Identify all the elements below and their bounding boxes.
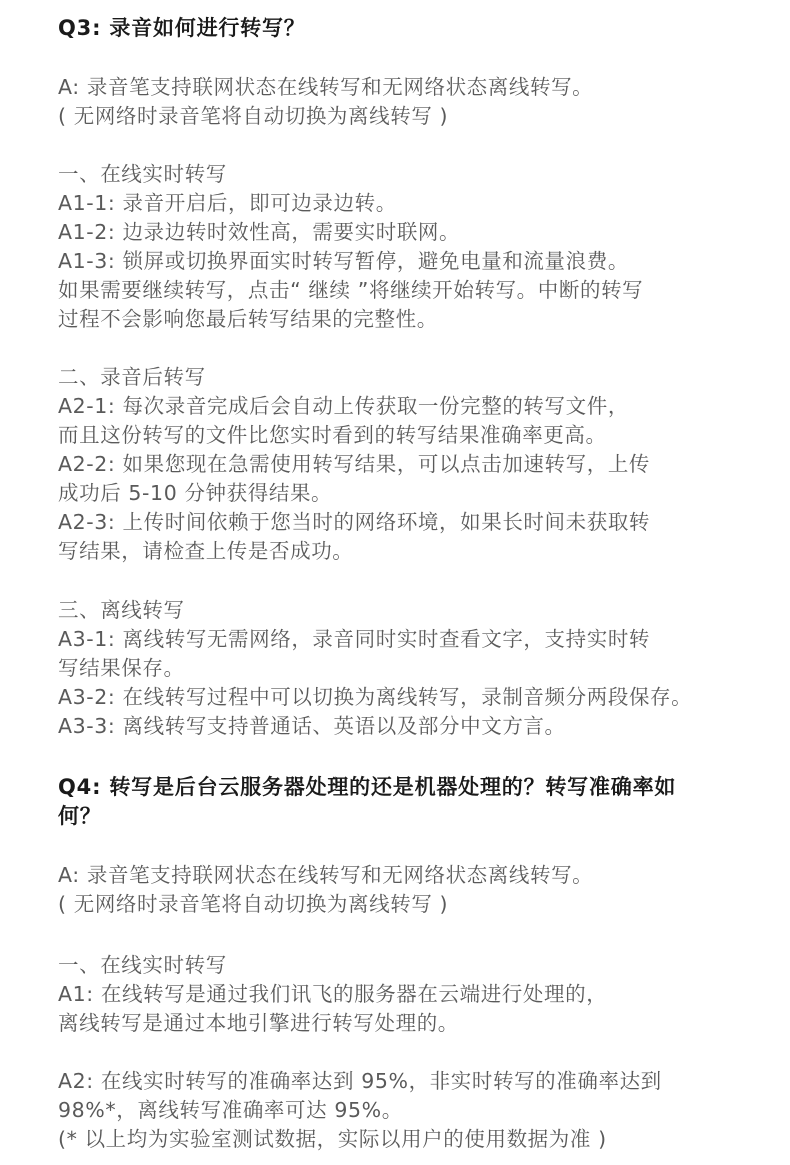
q4-accuracy-line: 98%*，离线转写准确率可达 95%。 bbox=[58, 1098, 403, 1122]
q3-after-line: A2-2: 如果您现在急需使用转写结果，可以点击加速转写，上传 bbox=[58, 452, 651, 476]
q3-intro-line: ( 无网络时录音笔将自动切换为离线转写 ) bbox=[58, 104, 449, 128]
q3-offline-line: A3-1: 离线转写无需网络，录音同时实时查看文字，支持实时转 bbox=[58, 627, 651, 651]
q3-after-heading: 二、录音后转写 bbox=[58, 365, 206, 389]
q3-after-line: A2-1: 每次录音完成后会自动上传获取一份完整的转写文件， bbox=[58, 394, 629, 418]
q3-offline-line: A3-3: 离线转写支持普通话、英语以及部分中文方言。 bbox=[58, 714, 566, 738]
q3-online-heading: 一、在线实时转写 bbox=[58, 162, 227, 186]
q4-intro-line: A: 录音笔支持联网状态在线转写和无网络状态离线转写。 bbox=[58, 863, 594, 887]
q3-offline-line: 写结果保存。 bbox=[58, 656, 185, 680]
q4-online-line: 离线转写是通过本地引擎进行转写处理的。 bbox=[58, 1011, 459, 1035]
q3-after-line: 写结果，请检查上传是否成功。 bbox=[58, 539, 354, 563]
q3-after-line: 而且这份转写的文件比您实时看到的转写结果准确率更高。 bbox=[58, 423, 607, 447]
q3-online-line: A1-2: 边录边转时效性高，需要实时联网。 bbox=[58, 220, 461, 244]
q3-online-line: A1-3: 锁屏或切换界面实时转写暂停，避免电量和流量浪费。 bbox=[58, 249, 629, 273]
q3-online-line: 过程不会影响您最后转写结果的完整性。 bbox=[58, 307, 438, 331]
q3-offline-line: A3-2: 在线转写过程中可以切换为离线转写，录制音频分两段保存。 bbox=[58, 685, 693, 709]
q3-online-line: 如果需要继续转写，点击“ 继续 ”将继续开始转写。中断的转写 bbox=[58, 278, 644, 302]
q4-accuracy-line: A2: 在线实时转写的准确率达到 95%，非实时转写的准确率达到 bbox=[58, 1069, 662, 1093]
q3-after-line: A2-3: 上传时间依赖于您当时的网络环境，如果长时间未获取转 bbox=[58, 510, 651, 534]
q4-online-heading: 一、在线实时转写 bbox=[58, 953, 227, 977]
q4-title: 何？ bbox=[58, 804, 102, 828]
q4-title: Q4: 转写是后台云服务器处理的还是机器处理的？转写准确率如 bbox=[58, 775, 677, 799]
q4-accuracy-note: (* 以上均为实验室测试数据，实际以用户的使用数据为准 ) bbox=[58, 1127, 607, 1151]
q4-online-line: A1: 在线转写是通过我们讯飞的服务器在云端进行处理的， bbox=[58, 982, 608, 1006]
q3-offline-heading: 三、离线转写 bbox=[58, 598, 185, 622]
q3-online-line: A1-1: 录音开启后，即可边录边转。 bbox=[58, 191, 397, 215]
q3-after-line: 成功后 5-10 分钟获得结果。 bbox=[58, 481, 333, 505]
q4-intro-line: ( 无网络时录音笔将自动切换为离线转写 ) bbox=[58, 892, 449, 916]
q3-intro-line: A: 录音笔支持联网状态在线转写和无网络状态离线转写。 bbox=[58, 75, 594, 99]
q3-title: Q3: 录音如何进行转写？ bbox=[58, 16, 306, 40]
